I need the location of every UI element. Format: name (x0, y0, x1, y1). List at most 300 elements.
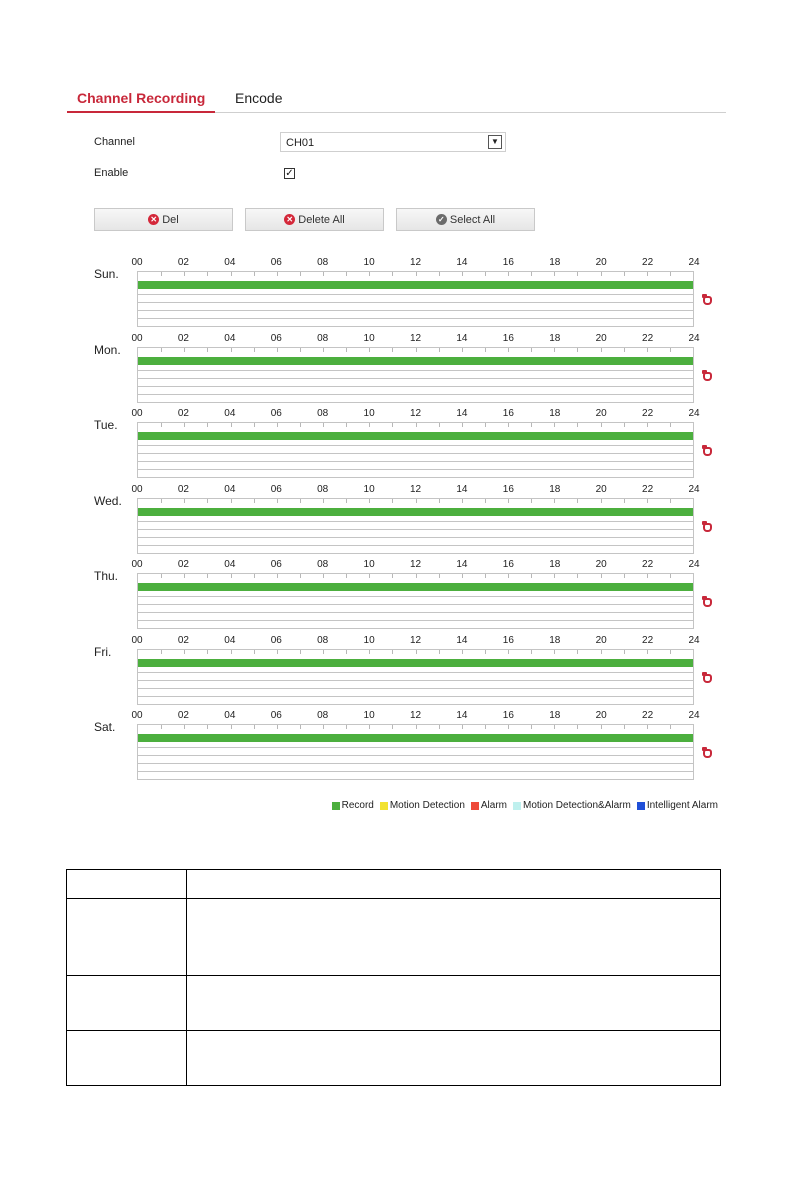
hour-tick-label: 18 (549, 333, 561, 344)
hour-gridline (277, 650, 278, 654)
hour-gridline (647, 574, 648, 578)
hour-gridline (300, 650, 301, 654)
check-circle-icon: ✓ (436, 214, 447, 225)
hour-gridline (439, 272, 440, 276)
hour-gridline (508, 499, 509, 503)
hour-tick-label: 16 (502, 333, 514, 344)
hour-tick-label: 00 (131, 257, 143, 268)
day-label: Wed. (94, 494, 122, 508)
hour-gridline (300, 499, 301, 503)
hour-tick-label: 14 (456, 257, 468, 268)
hour-tick-label: 00 (131, 333, 143, 344)
hour-tick-label: 06 (270, 333, 282, 344)
hour-tick-label: 04 (224, 559, 236, 570)
track-divider (138, 394, 693, 395)
del-button[interactable] (94, 208, 233, 231)
hour-tick-label: 00 (131, 635, 143, 646)
hour-gridline (416, 423, 417, 427)
track-divider (138, 755, 693, 756)
hour-gridline (207, 574, 208, 578)
hour-tick-label: 20 (595, 333, 607, 344)
legend-swatch (471, 802, 479, 810)
hour-gridline (601, 499, 602, 503)
timeline-grid[interactable] (137, 649, 694, 705)
hour-gridline (161, 725, 162, 729)
hour-gridline (670, 423, 671, 427)
table-row (67, 1031, 721, 1086)
hour-gridline (554, 574, 555, 578)
hour-gridline (161, 423, 162, 427)
hour-tick-label: 00 (131, 408, 143, 419)
hour-tick-label: 16 (502, 559, 514, 570)
erase-icon[interactable] (703, 749, 712, 758)
hour-gridline (531, 650, 532, 654)
hour-gridline (624, 272, 625, 276)
track-divider (138, 445, 693, 446)
hour-tick-label: 12 (409, 559, 422, 570)
hour-gridline (184, 725, 185, 729)
hour-gridline (254, 574, 255, 578)
table-cell (187, 976, 721, 1031)
track-divider (138, 747, 693, 748)
hour-gridline (346, 348, 347, 352)
legend-swatch (513, 802, 521, 810)
hour-tick-label: 24 (688, 559, 700, 570)
hour-tick-label: 08 (317, 559, 329, 570)
track-divider (138, 370, 693, 371)
hour-tick-label: 08 (317, 484, 329, 495)
hour-gridline (346, 650, 347, 654)
hour-tick-label: 02 (177, 635, 189, 646)
hour-gridline (300, 272, 301, 276)
hour-gridline (161, 650, 162, 654)
hour-gridline (277, 574, 278, 578)
hour-gridline (554, 725, 555, 729)
hour-gridline (207, 348, 208, 352)
hour-gridline (485, 348, 486, 352)
hour-gridline (207, 272, 208, 276)
hour-tick-label: 10 (363, 333, 375, 344)
hour-gridline (670, 272, 671, 276)
delete-all-button[interactable] (245, 208, 384, 231)
erase-icon[interactable] (703, 523, 712, 532)
tab-encode[interactable]: Encode (235, 90, 283, 106)
hour-tick-label: 00 (131, 484, 143, 495)
track-divider (138, 453, 693, 454)
hour-tick-label: 22 (642, 408, 654, 419)
hour-gridline (670, 348, 671, 352)
hour-gridline (184, 348, 185, 352)
record-segment[interactable] (138, 659, 693, 667)
hour-tick-label: 20 (595, 710, 607, 721)
hour-tick-label: 20 (595, 635, 607, 646)
track-divider (138, 545, 693, 546)
erase-icon[interactable] (703, 296, 712, 305)
channel-select-value: CH01 (286, 137, 315, 149)
hour-gridline (554, 423, 555, 427)
hour-gridline (323, 423, 324, 427)
hour-tick-label: 22 (642, 559, 654, 570)
hour-gridline (647, 348, 648, 352)
hour-gridline (392, 725, 393, 729)
hour-tick-label: 20 (595, 484, 607, 495)
day-label: Sun. (94, 267, 119, 281)
hour-tick-label: 18 (549, 710, 561, 721)
hour-gridline (624, 499, 625, 503)
hour-gridline (485, 574, 486, 578)
hour-tick-label: 12 (409, 710, 422, 721)
hour-gridline (624, 348, 625, 352)
hour-gridline (346, 499, 347, 503)
hour-tick-label: 02 (177, 484, 189, 495)
hour-gridline (508, 574, 509, 578)
hour-gridline (577, 272, 578, 276)
timeline-grid[interactable] (137, 271, 694, 327)
schedule-row (0, 635, 794, 705)
hour-gridline (231, 272, 232, 276)
hour-gridline (624, 725, 625, 729)
track-divider (138, 521, 693, 522)
hour-gridline (462, 272, 463, 276)
table-cell (67, 899, 187, 976)
hour-tick-label: 14 (456, 635, 468, 646)
timeline-grid[interactable] (137, 573, 694, 629)
track-divider (138, 294, 693, 295)
hour-gridline (277, 272, 278, 276)
hour-gridline (601, 272, 602, 276)
hour-gridline (346, 272, 347, 276)
hour-gridline (624, 650, 625, 654)
hour-tick-label: 12 (409, 333, 422, 344)
hour-gridline (577, 725, 578, 729)
hour-gridline (416, 650, 417, 654)
hour-tick-label: 24 (688, 635, 700, 646)
track-divider (138, 680, 693, 681)
hour-gridline (485, 272, 486, 276)
record-segment[interactable] (138, 357, 693, 365)
track-divider (138, 529, 693, 530)
hour-gridline (231, 348, 232, 352)
hour-gridline (462, 650, 463, 654)
hour-gridline (531, 348, 532, 352)
legend-item-record (332, 800, 374, 811)
timeline-grid[interactable] (137, 422, 694, 478)
hour-gridline (531, 725, 532, 729)
hour-gridline (300, 725, 301, 729)
timeline-grid[interactable] (137, 724, 694, 780)
hour-tick-label: 04 (224, 635, 236, 646)
record-segment[interactable] (138, 583, 693, 591)
schedule-row (0, 710, 794, 780)
hour-gridline (231, 423, 232, 427)
hour-gridline (300, 574, 301, 578)
del-button-label: Del (162, 213, 179, 226)
track-divider (138, 302, 693, 303)
hour-gridline (670, 650, 671, 654)
enable-label: Enable (94, 167, 129, 179)
hour-tick-label: 04 (224, 710, 236, 721)
hour-gridline (577, 499, 578, 503)
track-divider (138, 469, 693, 470)
schedule-row (0, 257, 794, 327)
hour-gridline (254, 348, 255, 352)
hour-gridline (277, 423, 278, 427)
track-divider (138, 310, 693, 311)
track-divider (138, 688, 693, 689)
hour-gridline (392, 499, 393, 503)
hour-gridline (577, 348, 578, 352)
hour-tick-label: 18 (549, 484, 561, 495)
track-divider (138, 537, 693, 538)
legend-swatch (637, 802, 645, 810)
hour-tick-label: 04 (224, 257, 236, 268)
hour-tick-label: 06 (270, 710, 282, 721)
hour-tick-label: 22 (642, 710, 654, 721)
table-cell (187, 870, 721, 899)
hour-tick-label: 08 (317, 408, 329, 419)
track-divider (138, 620, 693, 621)
hour-gridline (277, 348, 278, 352)
hour-gridline (462, 499, 463, 503)
hour-gridline (462, 574, 463, 578)
hour-gridline (184, 499, 185, 503)
hour-tick-label: 06 (270, 559, 282, 570)
hour-tick-label: 10 (363, 484, 375, 495)
hour-gridline (346, 574, 347, 578)
day-label: Sat. (94, 720, 116, 734)
hour-tick-label: 02 (177, 333, 189, 344)
hour-gridline (184, 650, 185, 654)
hour-gridline (369, 650, 370, 654)
channel-label: Channel (94, 136, 135, 148)
hour-tick-label: 14 (456, 408, 468, 419)
hour-gridline (439, 423, 440, 427)
hour-tick-label: 12 (409, 408, 422, 419)
hour-tick-label: 06 (270, 484, 282, 495)
x-circle-icon: ✕ (284, 214, 295, 225)
x-circle-icon: ✕ (148, 214, 159, 225)
hour-tick-label: 00 (131, 559, 143, 570)
hour-gridline (207, 423, 208, 427)
legend-label: Record (341, 800, 374, 811)
hour-gridline (323, 574, 324, 578)
hour-tick-label: 14 (456, 710, 468, 721)
record-segment[interactable] (138, 508, 693, 516)
record-segment[interactable] (138, 281, 693, 289)
hour-tick-label: 22 (642, 333, 654, 344)
hour-gridline (554, 348, 555, 352)
track-divider (138, 604, 693, 605)
hour-tick-label: 24 (688, 484, 700, 495)
hour-gridline (161, 272, 162, 276)
hour-tick-label: 18 (549, 635, 561, 646)
hour-gridline (161, 348, 162, 352)
legend-label: Alarm (480, 800, 508, 811)
hour-gridline (392, 423, 393, 427)
record-segment[interactable] (138, 432, 693, 440)
hour-gridline (670, 725, 671, 729)
hour-gridline (254, 650, 255, 654)
hour-tick-label: 22 (642, 484, 654, 495)
hour-gridline (323, 272, 324, 276)
hour-tick-label: 08 (317, 635, 329, 646)
track-divider (138, 596, 693, 597)
chevron-down-icon[interactable]: ▼ (488, 135, 502, 149)
hour-gridline (369, 272, 370, 276)
hour-gridline (577, 423, 578, 427)
track-divider (138, 461, 693, 462)
hour-gridline (554, 272, 555, 276)
hour-gridline (601, 725, 602, 729)
hour-tick-label: 12 (409, 484, 422, 495)
erase-icon[interactable] (703, 598, 712, 607)
hour-tick-label: 10 (363, 257, 375, 268)
hour-gridline (300, 423, 301, 427)
hour-gridline (323, 499, 324, 503)
table-cell (67, 1031, 187, 1086)
legend-label: Intelligent Alarm (646, 800, 718, 811)
hour-tick-label: 02 (177, 408, 189, 419)
hour-gridline (531, 574, 532, 578)
day-label: Thu. (94, 569, 119, 583)
hour-tick-label: 24 (688, 257, 700, 268)
erase-icon[interactable] (703, 447, 712, 456)
hour-gridline (277, 499, 278, 503)
hour-tick-label: 10 (363, 710, 375, 721)
hour-gridline (485, 423, 486, 427)
hour-gridline (231, 650, 232, 654)
hour-gridline (300, 348, 301, 352)
hour-gridline (231, 499, 232, 503)
hour-gridline (369, 725, 370, 729)
hour-gridline (323, 725, 324, 729)
hour-tick-label: 08 (317, 257, 329, 268)
hour-gridline (392, 574, 393, 578)
legend-item-motion-detection (380, 800, 465, 811)
hour-gridline (392, 272, 393, 276)
timeline-grid[interactable] (137, 347, 694, 403)
track-divider (138, 612, 693, 613)
record-segment[interactable] (138, 734, 693, 742)
hour-gridline (207, 499, 208, 503)
track-divider (138, 378, 693, 379)
hour-gridline (624, 423, 625, 427)
hour-gridline (647, 725, 648, 729)
table-cell (67, 976, 187, 1031)
hour-tick-label: 18 (549, 257, 561, 268)
schedule-row (0, 484, 794, 554)
track-divider (138, 318, 693, 319)
hour-gridline (601, 348, 602, 352)
select-all-button-label: Select All (449, 213, 496, 226)
hour-gridline (277, 725, 278, 729)
hour-gridline (323, 650, 324, 654)
hour-tick-label: 14 (456, 333, 468, 344)
hour-gridline (531, 499, 532, 503)
hour-gridline (508, 650, 509, 654)
hour-tick-label: 18 (549, 559, 561, 570)
schedule-row (0, 333, 794, 403)
legend-item-alarm (471, 800, 507, 811)
hour-tick-label: 06 (270, 408, 282, 419)
hour-gridline (392, 650, 393, 654)
hour-gridline (531, 272, 532, 276)
channel-select[interactable] (280, 132, 506, 152)
hour-tick-label: 10 (363, 559, 375, 570)
hour-gridline (161, 574, 162, 578)
hour-tick-label: 16 (502, 635, 514, 646)
hour-tick-label: 16 (502, 257, 514, 268)
track-divider (138, 672, 693, 673)
erase-icon[interactable] (703, 372, 712, 381)
hour-gridline (439, 499, 440, 503)
hour-gridline (577, 574, 578, 578)
legend (332, 800, 718, 811)
hour-tick-label: 20 (595, 257, 607, 268)
legend-label: Motion Detection (389, 800, 465, 811)
hour-gridline (161, 499, 162, 503)
hour-gridline (647, 499, 648, 503)
erase-icon[interactable] (703, 674, 712, 683)
hour-gridline (554, 499, 555, 503)
legend-item-intelligent-alarm (637, 800, 718, 811)
hour-tick-label: 02 (177, 257, 189, 268)
hour-gridline (416, 272, 417, 276)
hour-tick-label: 14 (456, 484, 468, 495)
hour-gridline (485, 499, 486, 503)
table-row (67, 976, 721, 1031)
tab-channel-recording[interactable]: Channel Recording (77, 90, 205, 112)
hour-gridline (231, 574, 232, 578)
hour-tick-label: 10 (363, 408, 375, 419)
hour-gridline (624, 574, 625, 578)
hour-gridline (207, 725, 208, 729)
legend-label: Motion Detection&Alarm (523, 800, 631, 811)
hour-gridline (416, 574, 417, 578)
timeline-grid[interactable] (137, 498, 694, 554)
enable-checkbox[interactable]: ✓ (285, 168, 294, 179)
hour-gridline (439, 650, 440, 654)
hour-tick-label: 08 (317, 333, 329, 344)
track-divider (138, 386, 693, 387)
select-all-button[interactable] (396, 208, 535, 231)
table-row (67, 899, 721, 976)
hour-tick-label: 20 (595, 408, 607, 419)
hour-gridline (554, 650, 555, 654)
hour-tick-label: 16 (502, 710, 514, 721)
hour-gridline (416, 499, 417, 503)
hour-gridline (462, 725, 463, 729)
hour-gridline (601, 650, 602, 654)
hour-gridline (439, 574, 440, 578)
hour-gridline (508, 423, 509, 427)
hour-gridline (231, 725, 232, 729)
description-table (66, 869, 721, 1086)
hour-tick-label: 08 (317, 710, 329, 721)
hour-tick-label: 16 (502, 408, 514, 419)
hour-gridline (508, 272, 509, 276)
track-divider (138, 771, 693, 772)
table-cell (67, 870, 187, 899)
hour-gridline (439, 725, 440, 729)
track-divider (138, 696, 693, 697)
hour-gridline (369, 423, 370, 427)
hour-tick-label: 00 (131, 710, 143, 721)
hour-tick-label: 06 (270, 635, 282, 646)
legend-item-motion-detection-alarm (513, 800, 631, 811)
hour-gridline (670, 574, 671, 578)
schedule-row (0, 408, 794, 478)
